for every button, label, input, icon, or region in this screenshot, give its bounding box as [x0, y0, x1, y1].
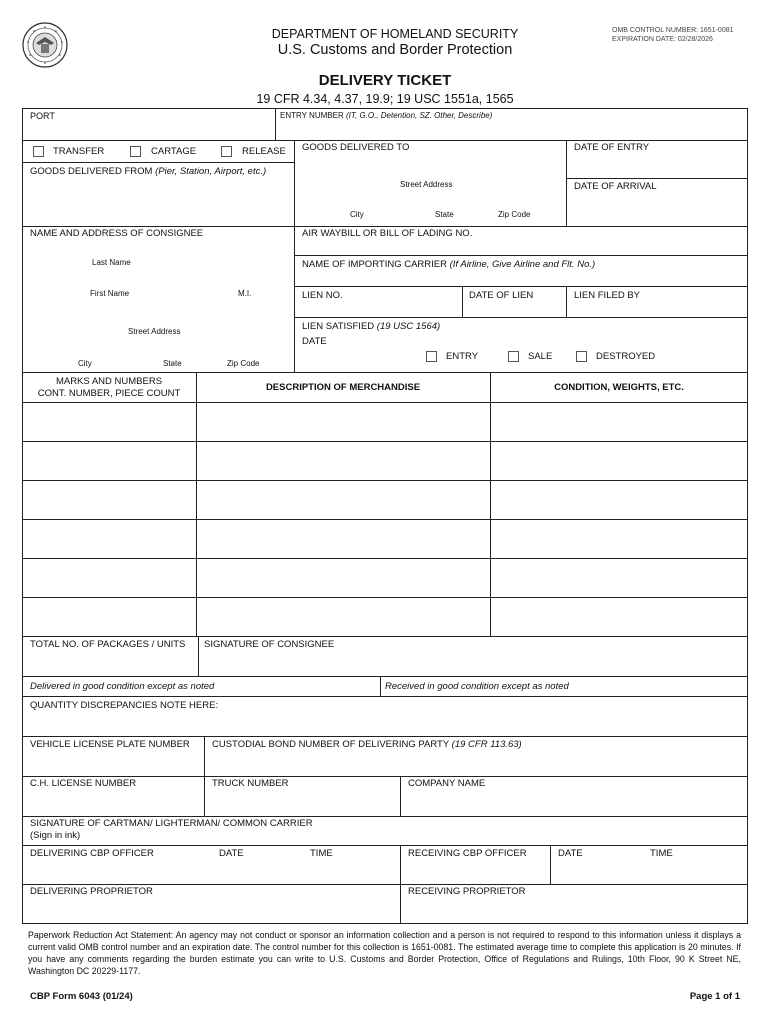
custodial-bond-field[interactable]: [206, 751, 746, 774]
form-title: DELIVERY TICKET: [318, 72, 452, 89]
receiving-proprietor-label: RECEIVING PROPRIETOR: [408, 886, 526, 897]
date-of-lien-field[interactable]: [464, 302, 564, 315]
receiving-date-label: DATE: [558, 848, 583, 859]
entry-number-field[interactable]: [277, 122, 746, 138]
release-label: RELEASE: [242, 146, 286, 157]
agency-name: U.S. Customs and Border Protection: [277, 42, 513, 58]
quantity-discrepancies-field[interactable]: [24, 712, 746, 734]
date-of-arrival-field[interactable]: [568, 194, 746, 224]
last-name-label: Last Name: [92, 258, 131, 267]
entry-checkbox[interactable]: [426, 351, 437, 362]
custodial-bond-hint: (19 CFR 113.63): [451, 739, 522, 750]
receiving-time-label: TIME: [650, 848, 673, 859]
merchandise-row[interactable]: [24, 560, 746, 595]
importing-carrier-label: NAME OF IMPORTING CARRIER: [302, 259, 447, 270]
first-name-field[interactable]: [24, 272, 292, 302]
lien-satisfied-label: LIEN SATISFIED: [302, 321, 375, 332]
city-to-label: City: [350, 210, 364, 219]
condition-header: CONDITION, WEIGHTS, ETC.: [554, 382, 684, 393]
signature-cartman-label: SIGNATURE OF CARTMAN/ LIGHTERMAN/ COMMON CARRIER: [30, 818, 313, 829]
first-name-label: First Name: [90, 289, 130, 298]
delivering-officer-field[interactable]: [24, 860, 398, 882]
merchandise-row[interactable]: [24, 443, 746, 478]
transfer-label: TRANSFER: [53, 146, 105, 157]
total-packages-field[interactable]: [24, 651, 196, 674]
lien-date-label: DATE: [302, 336, 327, 347]
receiving-officer-label: RECEIVING CBP OFFICER: [408, 848, 527, 859]
total-packages-label: TOTAL NO. OF PACKAGES / UNITS: [30, 639, 186, 650]
entry-number-label: ENTRY NUMBER: [280, 111, 344, 120]
form-citation: 19 CFR 4.34, 4.37, 19.9; 19 USC 1551a, 1565: [256, 92, 514, 106]
state-to-label: State: [435, 210, 454, 219]
lien-filed-by-field[interactable]: [568, 302, 746, 315]
sale-checkbox[interactable]: [508, 351, 519, 362]
street-address-consignee-label: Street Address: [128, 327, 181, 336]
port-label: PORT: [30, 111, 55, 121]
date-of-entry-label: DATE OF ENTRY: [574, 142, 650, 153]
entry-number-label-wrap: [280, 111, 492, 121]
sale-label: SALE: [528, 351, 553, 362]
port-field[interactable]: [24, 122, 273, 138]
date-of-arrival-label: DATE OF ARRIVAL: [574, 181, 657, 192]
goods-delivered-from-field[interactable]: [24, 178, 292, 224]
state-consignee-label: State: [163, 359, 182, 368]
entry-label: ENTRY: [446, 351, 479, 362]
delivering-proprietor-field[interactable]: [24, 898, 398, 922]
description-header: DESCRIPTION OF MERCHANDISE: [265, 382, 421, 393]
airwaybill-label: AIR WAYBILL OR BILL OF LADING NO.: [302, 228, 473, 239]
signature-cartman-field[interactable]: [130, 829, 746, 843]
delivering-proprietor-label: DELIVERING PROPRIETOR: [30, 886, 153, 897]
received-good-label: Received in good condition except as noted: [385, 681, 569, 692]
entry-number-hint: (IT, G.O., Detention, SZ. Other, Describe): [345, 111, 493, 120]
airwaybill-field[interactable]: [296, 240, 746, 253]
goods-delivered-from-label: GOODS DELIVERED FROM: [30, 166, 153, 177]
destroyed-checkbox[interactable]: [576, 351, 587, 362]
dept-name: DEPARTMENT OF HOMELAND SECURITY: [271, 27, 519, 41]
merchandise-row[interactable]: [24, 521, 746, 556]
importing-carrier-wrap: [302, 259, 595, 270]
merchandise-row[interactable]: [24, 404, 746, 439]
marks-header-line2: CONT. NUMBER, PIECE COUNT: [37, 388, 181, 399]
quantity-discrepancies-label: QUANTITY DISCREPANCIES NOTE HERE:: [30, 700, 219, 711]
merchandise-row[interactable]: [24, 599, 746, 634]
goods-delivered-to-label: GOODS DELIVERED TO: [302, 142, 410, 153]
delivering-date-label: DATE: [219, 848, 244, 859]
receiving-proprietor-field[interactable]: [402, 898, 746, 922]
lien-satisfied-hint: (19 USC 1564): [376, 321, 441, 332]
lien-satisfied-date-field[interactable]: [330, 334, 560, 347]
company-name-field[interactable]: [402, 791, 746, 814]
street-address-to-label: Street Address: [400, 180, 453, 189]
ch-license-label: C.H. LICENSE NUMBER: [30, 778, 137, 789]
consignee-street-field[interactable]: [24, 304, 292, 340]
date-of-lien-label: DATE OF LIEN: [469, 290, 534, 301]
vehicle-plate-label: VEHICLE LICENSE PLATE NUMBER: [30, 739, 190, 750]
vehicle-plate-field[interactable]: [24, 751, 202, 774]
marks-header-line1: MARKS AND NUMBERS: [55, 376, 163, 387]
destroyed-label: DESTROYED: [596, 351, 656, 362]
mi-label: M.I.: [238, 289, 252, 298]
zip-consignee-label: Zip Code: [227, 359, 260, 368]
signature-consignee-label: SIGNATURE OF CONSIGNEE: [204, 639, 335, 650]
cartage-checkbox[interactable]: [130, 146, 141, 157]
lien-satisfied-wrap: [302, 321, 440, 332]
goods-delivered-from-wrap: [30, 166, 266, 177]
merchandise-row[interactable]: [24, 482, 746, 517]
zip-to-label: Zip Code: [498, 210, 531, 219]
receiving-date-time-field[interactable]: [552, 860, 746, 882]
receiving-officer-field[interactable]: [402, 860, 548, 882]
lien-filed-by-label: LIEN FILED BY: [574, 290, 640, 301]
importing-carrier-field[interactable]: [296, 271, 746, 284]
last-name-field[interactable]: [24, 240, 292, 270]
importing-carrier-hint: (If Airline, Give Airline and Flt. No.): [449, 259, 596, 270]
date-of-entry-field[interactable]: [568, 154, 746, 176]
truck-number-label: TRUCK NUMBER: [212, 778, 289, 789]
form-id: CBP Form 6043 (01/24): [30, 991, 133, 1002]
release-checkbox[interactable]: [221, 146, 232, 157]
page-number: Page 1 of 1: [689, 991, 740, 1002]
signature-consignee-field[interactable]: [200, 651, 746, 674]
delivered-good-label: Delivered in good condition except as noted: [30, 681, 215, 692]
cartage-label: CARTAGE: [151, 146, 197, 157]
delivering-officer-label: DELIVERING CBP OFFICER: [30, 848, 154, 859]
paperwork-statement: Paperwork Reduction Act Statement: An agency may not conduct or sponsor an information collection and a person is not required to respond to this information unless it displays a current valid OMB control number and an expiration date. The control number for this collection is 1651-0081. The estimated average time to complete this application is 20 minutes. If you have any comments regarding the burden estimate you can write to U.S. Customs and Border Protection, Office of Regulations and Rulings, 10th Floor, 90 K Street NE, Washington DC 20229-1177.: [28, 930, 741, 976]
company-name-label: COMPANY NAME: [408, 778, 486, 789]
truck-number-field[interactable]: [206, 791, 398, 814]
consignee-city-field[interactable]: [24, 342, 292, 370]
marks-header: [22, 376, 196, 400]
sign-in-ink-label: (Sign in ink): [30, 830, 81, 841]
transfer-checkbox[interactable]: [33, 146, 44, 157]
goods-delivered-from-hint: (Pier, Station, Airport, etc.): [155, 166, 267, 177]
ch-license-field[interactable]: [24, 791, 202, 814]
omb-control: OMB CONTROL NUMBER: 1651-0081: [612, 27, 734, 34]
dhs-seal-icon: [22, 22, 68, 68]
delivering-time-label: TIME: [310, 848, 333, 859]
lien-no-field[interactable]: [296, 302, 460, 315]
consignee-label: NAME AND ADDRESS OF CONSIGNEE: [30, 228, 204, 239]
custodial-bond-wrap: [212, 739, 522, 750]
city-consignee-label: City: [78, 359, 92, 368]
lien-no-label: LIEN NO.: [302, 290, 343, 301]
expiration-date: EXPIRATION DATE: 02/28/2026: [612, 36, 713, 43]
custodial-bond-label: CUSTODIAL BOND NUMBER OF DELIVERING PARTY: [212, 739, 450, 750]
